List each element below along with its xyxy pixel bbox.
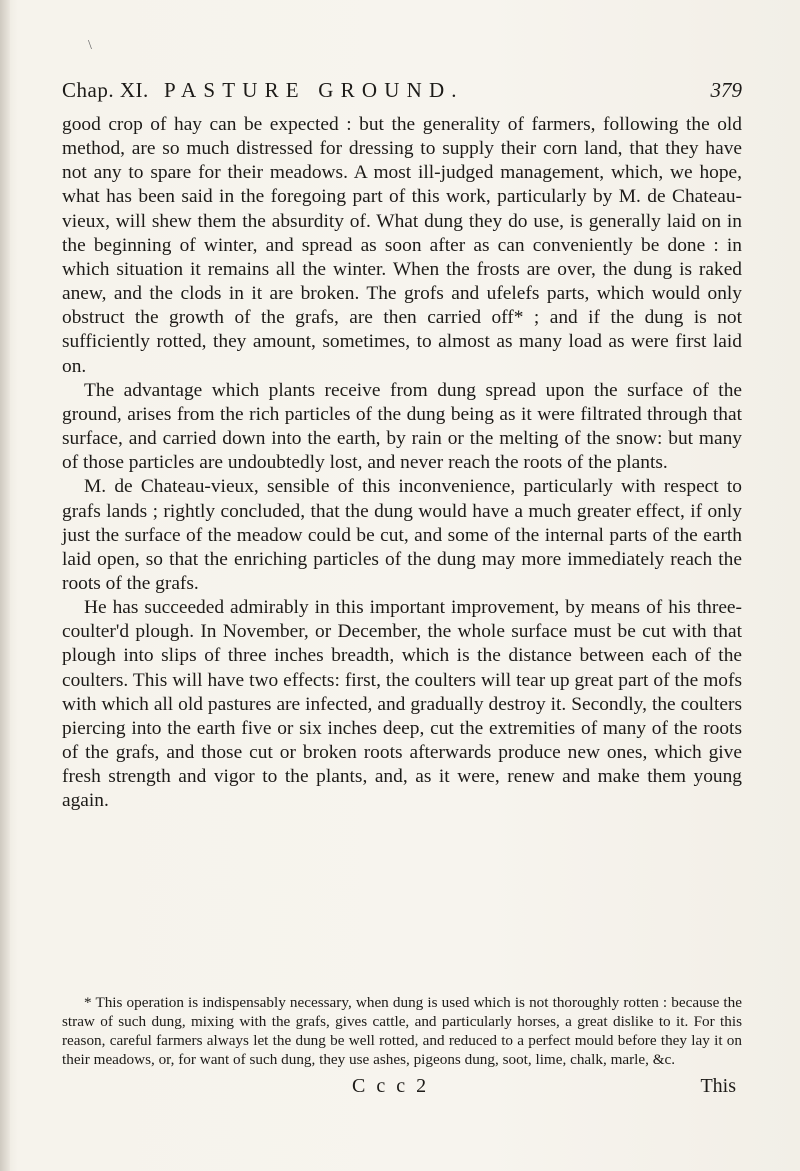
footnote	[62, 993, 742, 1069]
footnote-text: * This operation is indispensably necessary, when dung is used which is not thoroughly rotten : because the straw of such dung, mixing with the grafs, gives cattle, and particularly horses, a great dislike to it. For this reason, careful farmers always let the dung be well rotted, and reduced to a perfect mould before they lay it on their meadows, or, for want of such dung, they use ashes, pigeons dung, soot, lime, chalk, marle, &c.	[62, 994, 742, 1068]
paragraph: good crop of hay can be expected : but the generality of farmers, following the old method, are so much distressed for dressing to supply their corn land, that they have not any to spare for their meadows. A most ill-judged management, which, we hope, what has been said in the foregoing part of this work, particularly by M. de Chateau-vieux, will shew them the absurdity of. What dung they do use, is generally laid on in the beginning of winter, and spread as soon after as can conveniently be done : in which situation it remains all the winter. When the frosts are over, the dung is raked anew, and the clods in it are broken. The grofs and ufelefs parts, which would only obstruct the growth of the grafs, are then carried off* ; and if the dung is not sufficiently rotted, they amount, sometimes, to almost as many load as were first laid on.	[62, 114, 742, 377]
paragraph: M. de Chateau-vieux, sensible of this inconvenience, particularly with respect to grafs lands ; rightly concluded, that the dung would have a much greater effect, if only just the surface of the meadow could be cut, and some of the internal parts of the earth laid open, so that the enriching particles of the dung may more immediately reach the roots of the grafs.	[62, 476, 742, 594]
page-footer	[62, 1075, 742, 1101]
stray-mark: \	[88, 38, 92, 53]
page-header	[62, 78, 742, 108]
signature-mark: C c c 2	[352, 1075, 430, 1097]
page-number: 379	[710, 78, 742, 102]
paragraph: He has succeeded admirably in this important improvement, by means of his three-coulter'd plough. In November, or December, the whole surface must be cut with that plough into slips of three inches breadth, which is the distance between each of the coulters. This will have two effects: first, the coulters will tear up great part of the mofs with which all old pastures are infected, and gradually destroy it. Secondly, the coulters piercing into the earth five or six inches deep, cut the extremities of many of the roots of the grafs, and those cut or broken roots afterwards produce new ones, which give fresh strength and vigor to the plants, and, as it were, renew and make them young again.	[62, 597, 742, 812]
running-title: PASTURE GROUND.	[164, 78, 464, 102]
main-text	[62, 113, 742, 814]
paragraph: The advantage which plants receive from dung spread upon the surface of the ground, arises from the rich particles of the dung being as it were filtrated through that surface, and carried down into the earth, by rain or the melting of the snow: but many of those particles are undoubtedly lost, and never reach the roots of the plants.	[62, 379, 742, 474]
page-gutter	[0, 0, 10, 1171]
chapter-label: Chap. XI.	[62, 78, 149, 102]
catchword: This	[700, 1075, 736, 1097]
